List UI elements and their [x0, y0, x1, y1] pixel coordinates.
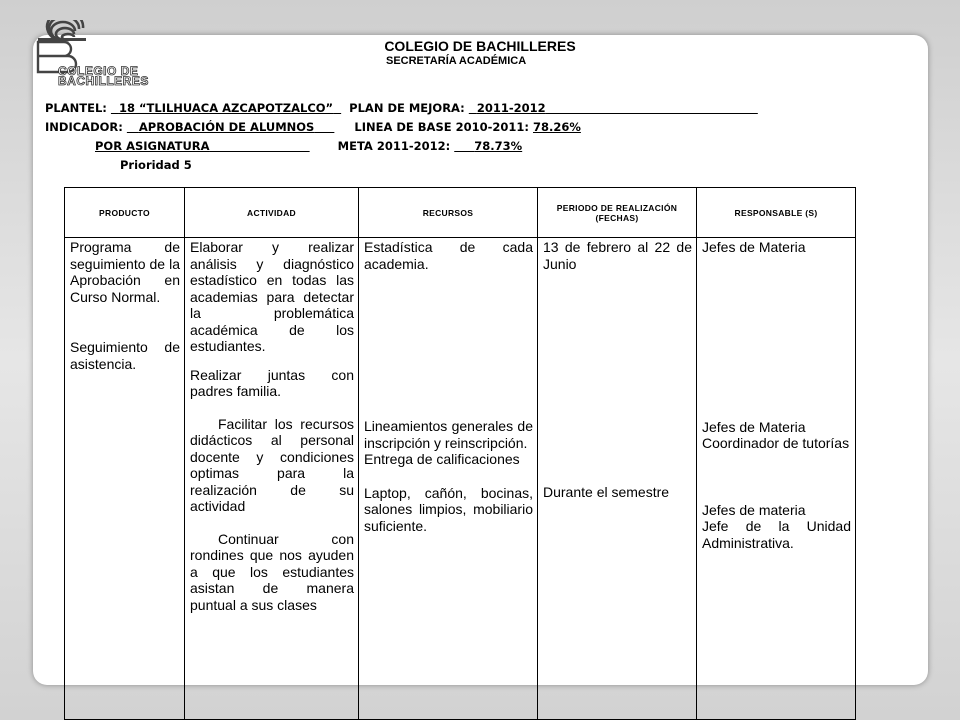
plan-label: PLAN DE MEJORA: [349, 101, 465, 115]
plan-value: 2011-2012 [476, 101, 546, 115]
page-title: COLEGIO DE BACHILLERES [384, 38, 576, 54]
producto-item: Seguimiento de asistencia. [70, 339, 180, 372]
indicador-value: APROBACIÓN DE ALUMNOS [138, 120, 315, 134]
recursos-item: Estadística de cada academia. [364, 239, 533, 272]
plantel-value: 18 “TLILHUACA AZCAPOTZALCO” [118, 101, 334, 115]
responsable-item: Jefes de Materia [702, 418, 806, 435]
table-row [65, 238, 856, 720]
logo-text-line2: BACHILLERES [58, 74, 149, 88]
responsable-item: Jefe de la Unidad Administrativa. [702, 518, 851, 551]
base-value: 78.26% [533, 120, 581, 134]
meta-label: META 2011-2012: [337, 139, 451, 153]
cell-periodo [538, 238, 697, 720]
asignatura-line [95, 139, 522, 153]
recursos-item: Laptop, cañón, bocinas, salones limpios, mobiliario suficiente. [364, 484, 533, 534]
header-actividad: ACTIVIDAD [185, 188, 359, 238]
periodo-item: Durante el semestre [543, 484, 670, 500]
actividad-item: Realizar juntas con padres familia. [190, 366, 354, 399]
cell-responsable [697, 238, 856, 720]
actividad-item: Facilitar los recursos didácticos al personal docente y condiciones optimas para la realización de su actividad [190, 415, 354, 514]
responsable-item: Jefes de Materia [702, 239, 806, 255]
header-responsable: RESPONSABLE (S) [697, 188, 856, 238]
plantel-label: PLANTEL: [45, 101, 107, 115]
base-label: LINEA DE BASE 2010-2011: [354, 120, 529, 134]
responsable-item: Coordinador de tutorías [702, 435, 850, 451]
cell-actividad [185, 238, 359, 720]
table-header-row [65, 188, 856, 238]
meta-value: 78.73% [474, 139, 523, 153]
page-subtitle: SECRETARÍA ACADÉMICA [386, 55, 527, 67]
producto-item: Programa de seguimiento de la Aprobación en Curso Normal. [70, 239, 180, 305]
cell-producto [65, 238, 185, 720]
indicador-line [45, 120, 581, 134]
plantel-line [45, 101, 758, 115]
logo-text-line1: COLEGIO DE [58, 64, 139, 78]
responsable-item: Jefes de materia [702, 501, 806, 518]
cell-recursos [359, 238, 538, 720]
recursos-item: Lineamientos generales de inscripción y reinscripción. [364, 418, 533, 451]
plan-table [64, 187, 856, 720]
actividad-item: Elaborar y realizar análisis y diagnóstico estadístico en todas las academias para detectar la problemática académica de los estudiantes. [190, 239, 354, 354]
actividad-item: Continuar con rondines que nos ayuden a que los estudiantes asistan de manera puntual a sus clases [190, 530, 354, 613]
asignatura-value: POR ASIGNATURA [95, 139, 210, 153]
header-producto: PRODUCTO [65, 188, 185, 238]
header-recursos: RECURSOS [359, 188, 538, 238]
periodo-item: 13 de febrero al 22 de Junio [543, 239, 692, 272]
recursos-item: Entrega de calificaciones [364, 451, 520, 467]
indicador-label: INDICADOR: [45, 120, 123, 134]
prioridad: Prioridad 5 [120, 158, 192, 172]
header-periodo: PERIODO DE REALIZACIÓN (FECHAS) [538, 188, 697, 238]
